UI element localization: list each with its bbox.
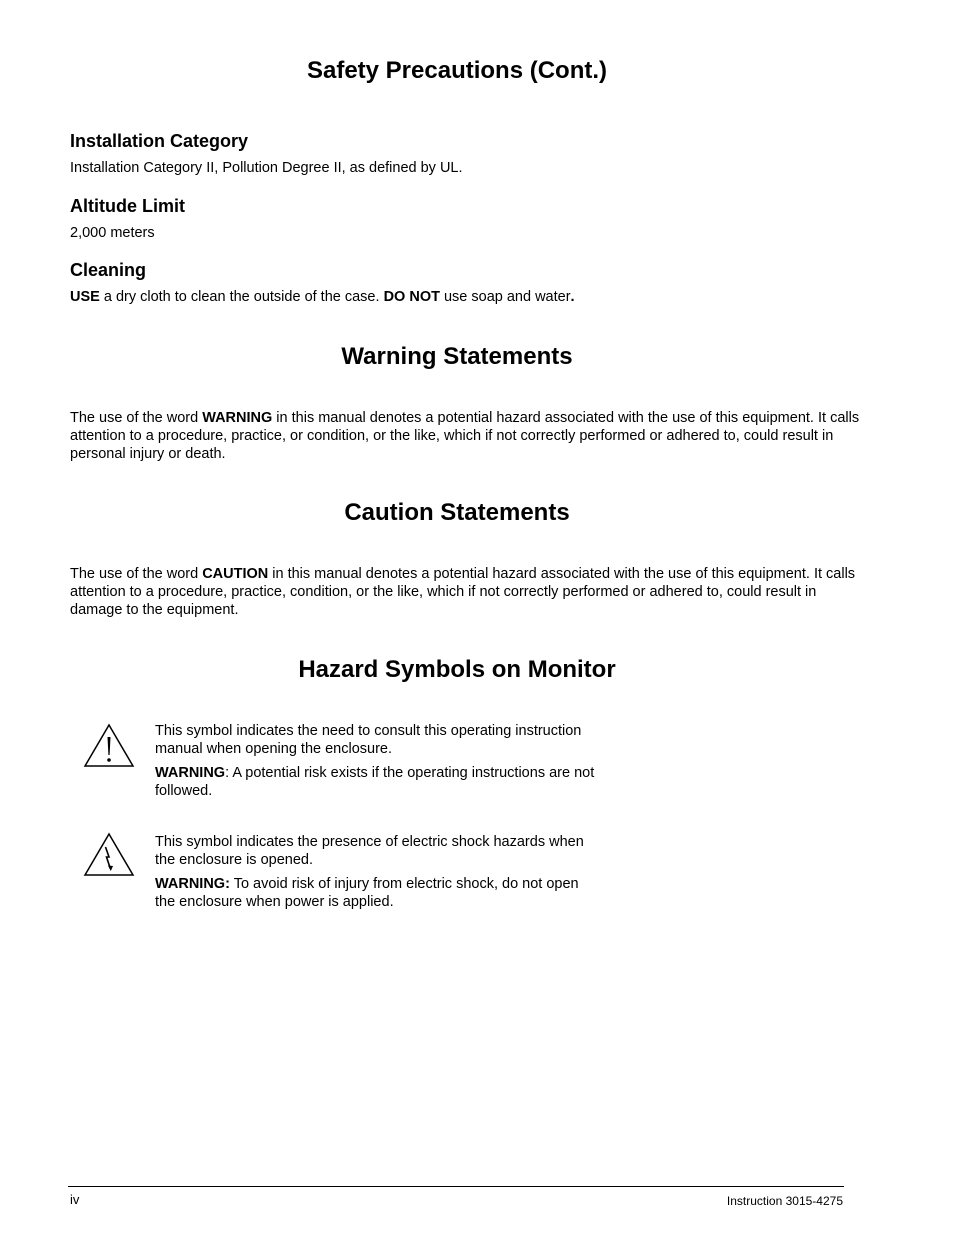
cleaning-text-part1: a dry cloth to clean the outside of the case. [99,289,384,305]
symbol-1-description [155,722,645,800]
symbol-2-line-2: the enclosure is opened. [155,852,313,868]
altitude-limit-text: 2,000 meters [70,225,155,241]
page-title: Safety Precautions (Cont.) [306,57,608,84]
cleaning-do-not-emphasis: DO NOT [383,289,440,305]
caution-paragraph-post: in this manual denotes a potential hazard associated with the use of this equipment. It calls attention to a procedure, practice, condition, or the like, which if not correctly performed or adhered to, could result in damage to the equipment. [70,566,856,618]
symbol-2-warning-text: To avoid risk of injury from electric shock, do not open [229,876,579,892]
symbol-2-warning-line-2: the enclosure when power is applied. [155,894,394,910]
symbol-1-warning-line-1 [155,764,645,782]
cleaning-text [70,288,575,306]
symbol-2-line-1: This symbol indicates the presence of electric shock hazards when [155,834,584,850]
symbol-1-line-2: manual when opening the enclosure. [155,741,392,757]
altitude-limit-heading: Altitude Limit [70,196,185,216]
installation-category-heading: Installation Category [70,131,249,151]
exclamation-triangle-icon [83,723,135,768]
caution-statements-heading: Caution Statements [344,499,570,526]
symbol-2-warning-label: WARNING: [155,876,230,892]
symbol-1-warning-label: WARNING [155,765,226,781]
warning-statements-heading: Warning Statements [341,343,573,370]
warning-statements-paragraph [70,409,860,463]
footer-divider [68,1186,844,1187]
electric-shock-triangle-icon [83,832,135,877]
cleaning-heading: Cleaning [70,260,147,280]
caution-paragraph-pre: The use of the word [70,566,203,582]
symbol-2-description [155,833,645,911]
hazard-symbols-heading: Hazard Symbols on Monitor [298,656,616,683]
warning-paragraph-post: in this manual denotes a potential hazard associated with the use of this equipment. It calls attention to a procedure, practice, or condition, or the like, which if not correctly performed or adhered to, could result in personal injury or death. [70,410,860,462]
symbol-1-warning-line-2: followed. [155,783,213,799]
symbol-1-line-1: This symbol indicates the need to consult this operating instruction [155,723,582,739]
cleaning-use-emphasis: USE [70,289,100,305]
caution-statements-paragraph [70,565,860,619]
caution-paragraph-keyword: CAUTION [202,566,269,582]
symbol-1-warning-text: : A potential risk exists if the operating instructions are not [225,765,595,781]
document-number: Instruction 3015-4275 [726,1194,843,1208]
cleaning-text-part2: use soap and water [439,289,571,305]
warning-paragraph-pre: The use of the word [70,410,203,426]
warning-paragraph-keyword: WARNING [202,410,273,426]
cleaning-period: . [570,289,575,305]
installation-category-text: Installation Category II, Pollution Degree II, as defined by UL. [70,160,463,176]
symbol-2-warning-line-1 [155,875,645,893]
page-number: iv [70,1192,80,1207]
